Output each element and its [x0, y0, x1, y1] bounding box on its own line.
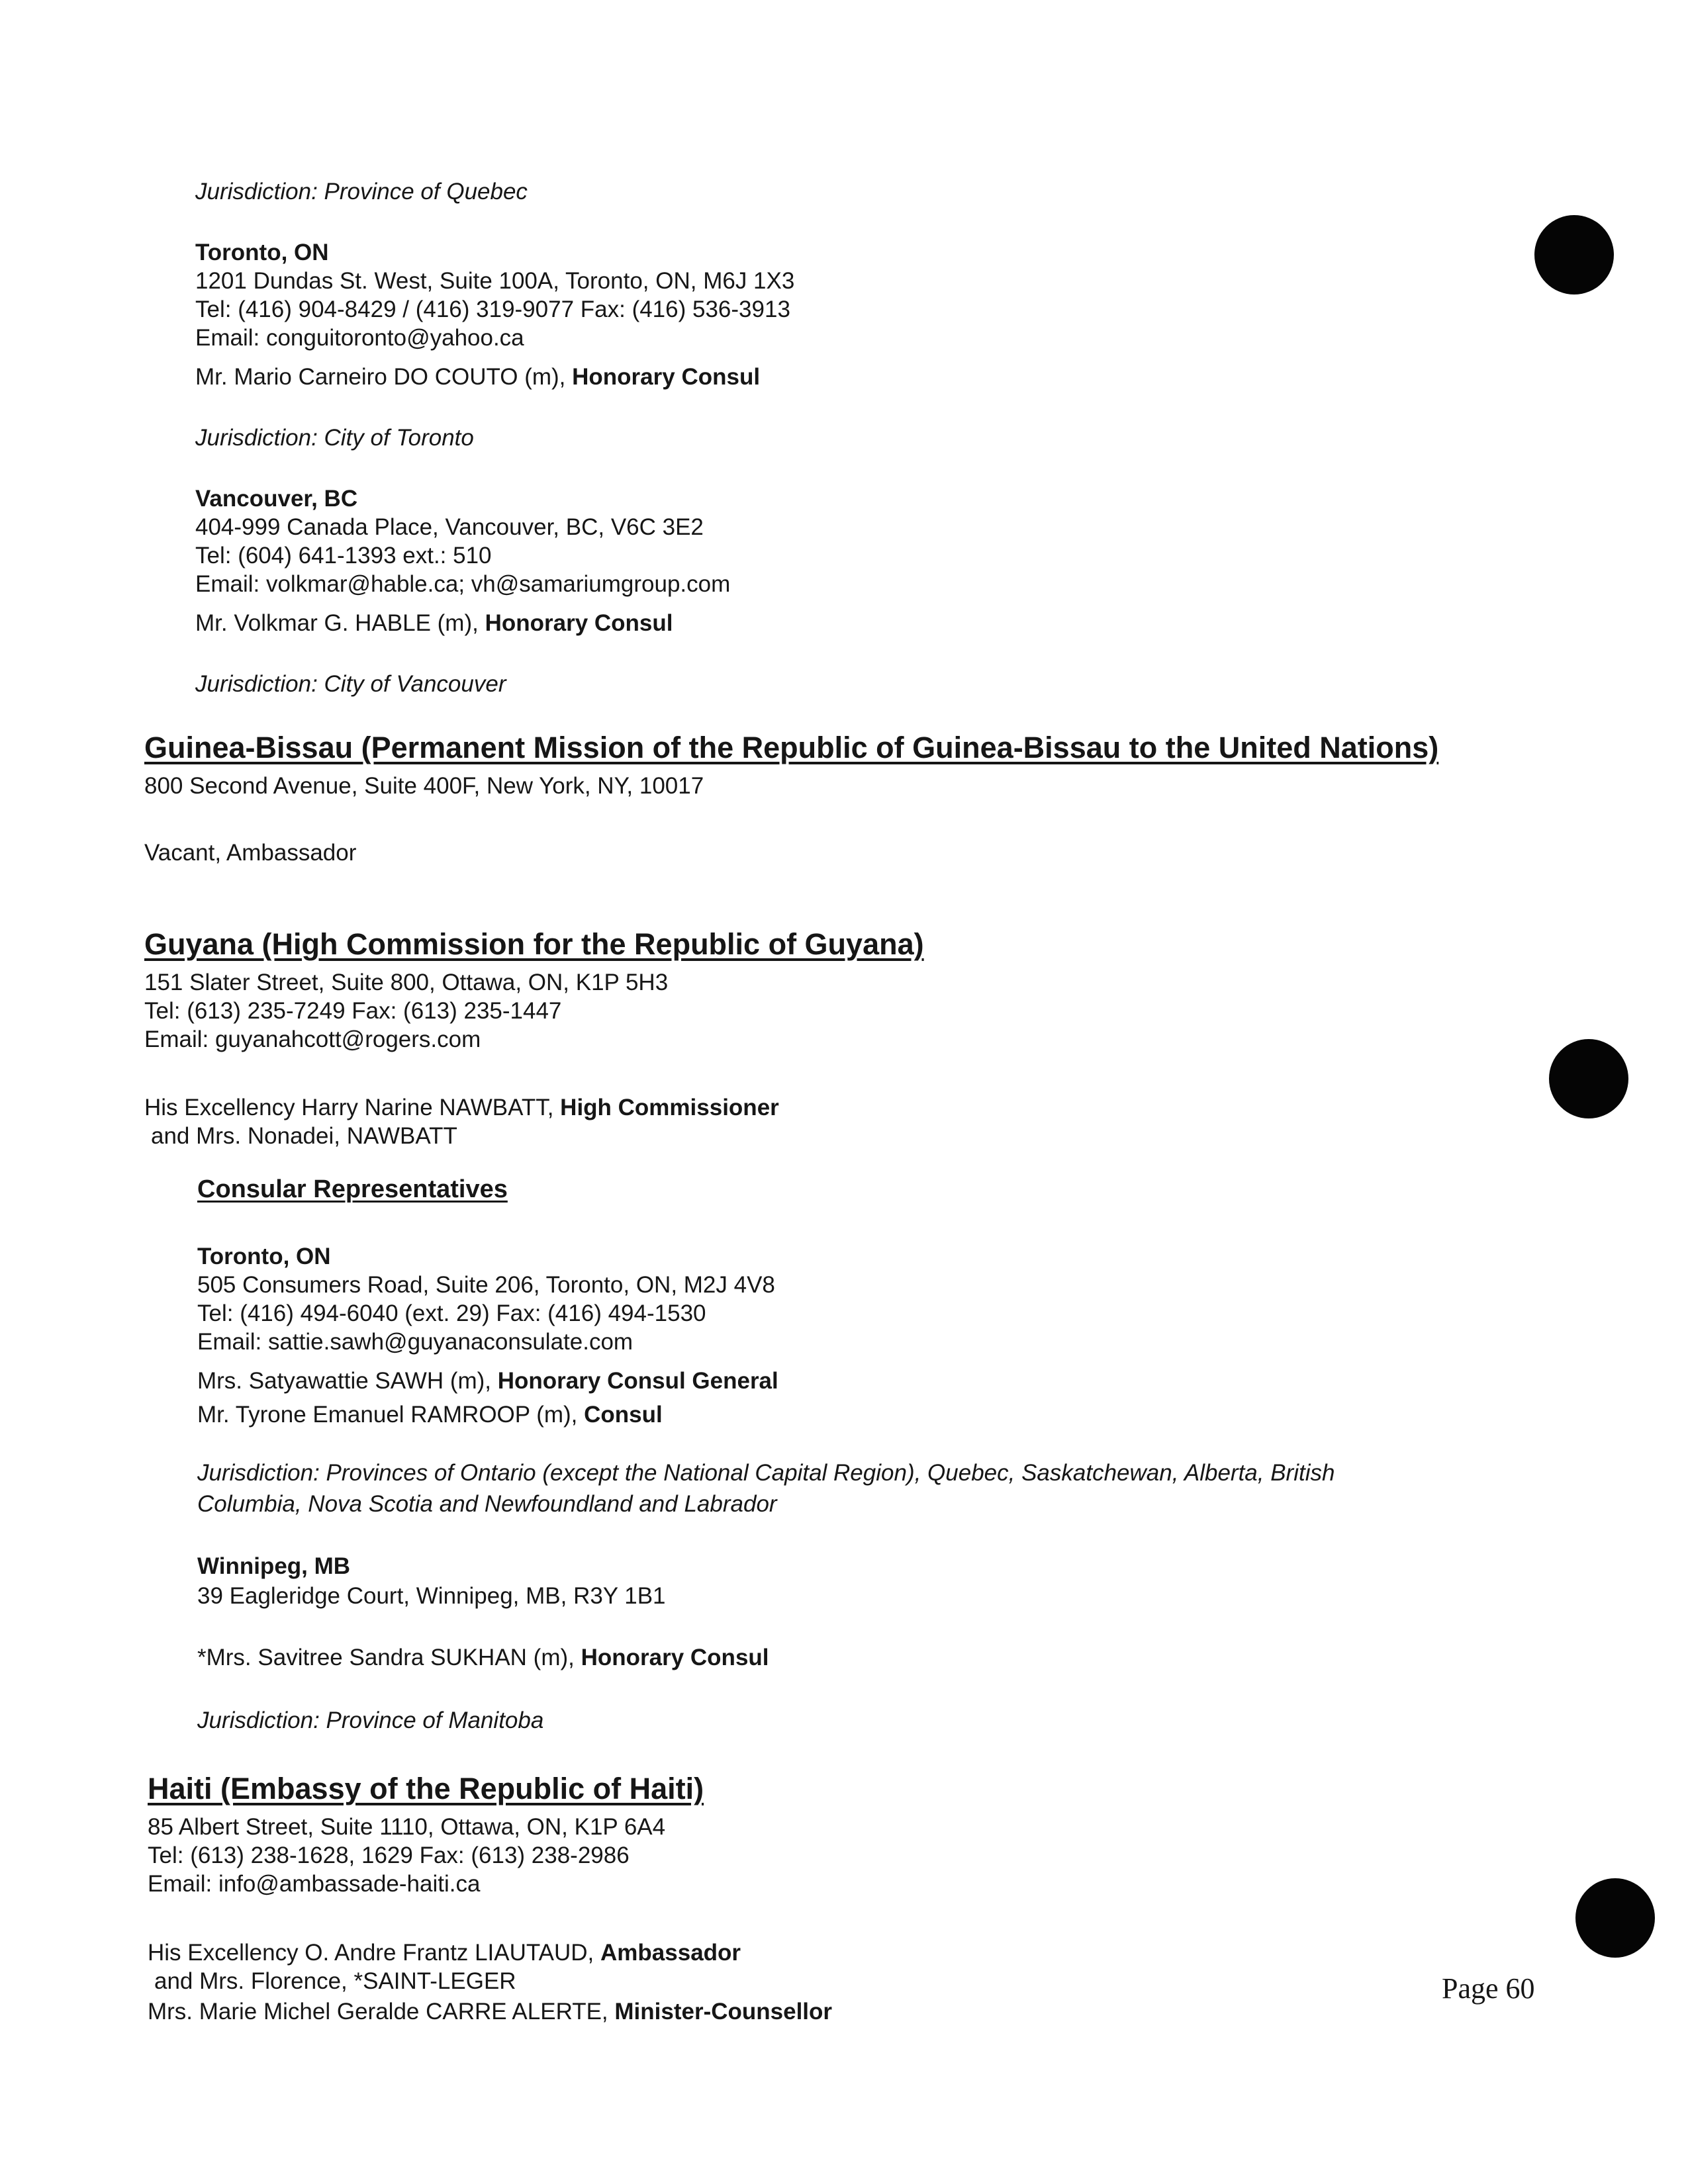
person-role: Consul: [584, 1402, 663, 1428]
person-role: Ambassador: [600, 1940, 741, 1966]
jurisdiction-value: Province of Manitoba: [326, 1707, 544, 1733]
guinea-vancouver-address: 404-999 Canada Place, Vancouver, BC, V6C 3E2: [195, 514, 704, 540]
jurisdiction-value: City of Toronto: [324, 425, 474, 451]
guyana-toronto-address: 505 Consumers Road, Suite 206, Toronto, ON, M2J 4V8: [197, 1272, 775, 1298]
guyana-winnipeg-address: 39 Eagleridge Court, Winnipeg, MB, R3Y 1B1: [197, 1583, 666, 1609]
guyana-toronto-consul-general: [197, 1367, 778, 1395]
guinea-bissau-heading: Guinea-Bissau (Permanent Mission of the Republic of Guinea-Bissau to the United Nations): [144, 731, 1439, 764]
person-role: Minister-Counsellor: [614, 1999, 833, 2025]
haiti-spouse: and Mrs. Florence, *SAINT-LEGER: [154, 1968, 516, 1994]
person-name: Mr. Mario Carneiro DO COUTO (m),: [195, 364, 573, 390]
person-name: His Excellency O. Andre Frantz LIAUTAUD,: [148, 1940, 601, 1966]
guyana-toronto-jurisdiction-line2: Columbia, Nova Scotia and Newfoundland and Labrador: [197, 1491, 777, 1517]
guyana-toronto-city: Toronto, ON: [197, 1244, 331, 1269]
guinea-bissau-address: 800 Second Avenue, Suite 400F, New York, NY, 10017: [144, 773, 704, 799]
guyana-toronto-tel: Tel: (416) 494-6040 (ext. 29) Fax: (416) 494-1530: [197, 1300, 706, 1326]
guinea-toronto-address: 1201 Dundas St. West, Suite 100A, Toronto, ON, M6J 1X3: [195, 268, 795, 294]
haiti-minister-counsellor: [148, 1997, 832, 2026]
guyana-address: 151 Slater Street, Suite 800, Ottawa, ON, K1P 5H3: [144, 970, 669, 995]
haiti-address: 85 Albert Street, Suite 1110, Ottawa, ON, K1P 6A4: [148, 1814, 666, 1840]
jurisdiction-label: Jurisdiction:: [195, 671, 318, 697]
person-name: Mr. Tyrone Emanuel RAMROOP (m),: [197, 1402, 585, 1428]
person-name: Mrs. Marie Michel Geralde CARRE ALERTE,: [148, 1999, 615, 2025]
guinea-vancouver-tel: Tel: (604) 641-1393 ext.: 510: [195, 543, 492, 569]
person-name: *Mrs. Savitree Sandra SUKHAN (m),: [197, 1645, 581, 1670]
person-role: Honorary Consul: [572, 364, 761, 390]
person-role: Honorary Consul: [485, 610, 673, 636]
guyana-winnipeg-city: Winnipeg, MB: [197, 1553, 351, 1579]
guinea-bissau-ambassador: Vacant, Ambassador: [144, 840, 357, 866]
person-name: Mrs. Satyawattie SAWH (m),: [197, 1368, 498, 1394]
person-role: High Commissioner: [560, 1095, 779, 1120]
guyana-toronto-jurisdiction-line1: [197, 1459, 1335, 1487]
haiti-heading: Haiti (Embassy of the Republic of Haiti): [148, 1772, 704, 1805]
guinea-toronto-jurisdiction: [195, 424, 474, 452]
guyana-consular-heading: Consular Representatives: [197, 1175, 508, 1203]
guinea-vancouver-jurisdiction: [195, 670, 506, 698]
guyana-tel: Tel: (613) 235-7249 Fax: (613) 235-1447: [144, 998, 562, 1024]
guyana-high-commissioner: [144, 1093, 779, 1122]
punch-hole-top: [1534, 215, 1614, 295]
jurisdiction-label: Jurisdiction:: [197, 1707, 320, 1733]
punch-hole-middle: [1549, 1039, 1628, 1118]
guinea-toronto-city: Toronto, ON: [195, 240, 329, 265]
guinea-vancouver-email: Email: volkmar@hable.ca; vh@samariumgroup.com: [195, 571, 731, 597]
guinea-toronto-email: Email: conguitoronto@yahoo.ca: [195, 325, 524, 351]
person-role: Honorary Consul General: [497, 1368, 778, 1394]
guinea-toronto-tel: Tel: (416) 904-8429 / (416) 319-9077 Fax: (416) 536-3913: [195, 296, 790, 322]
punch-hole-bottom: [1575, 1878, 1655, 1958]
guyana-winnipeg-jurisdiction: [197, 1706, 543, 1735]
jurisdiction-label: Jurisdiction:: [197, 1460, 320, 1486]
haiti-tel: Tel: (613) 238-1628, 1629 Fax: (613) 238-2986: [148, 1843, 630, 1868]
guyana-heading: Guyana (High Commission for the Republic of Guyana): [144, 927, 924, 961]
page-number: Page 60: [1442, 1972, 1535, 2005]
jurisdiction-label: Jurisdiction:: [195, 179, 318, 205]
guyana-toronto-consul: [197, 1400, 663, 1429]
guyana-email: Email: guyanahcott@rogers.com: [144, 1026, 481, 1052]
jurisdiction-quebec: [195, 177, 528, 206]
haiti-email: Email: info@ambassade-haiti.ca: [148, 1871, 481, 1897]
haiti-ambassador: [148, 1938, 741, 1967]
jurisdiction-value: Province of Quebec: [324, 179, 528, 205]
guyana-winnipeg-consul: [197, 1643, 769, 1672]
jurisdiction-label: Jurisdiction:: [195, 425, 318, 451]
jurisdiction-value: City of Vancouver: [324, 671, 506, 697]
jurisdiction-value: Provinces of Ontario (except the National Capital Region), Quebec, Saskatchewan, Alberta, British: [326, 1460, 1335, 1486]
guinea-vancouver-city: Vancouver, BC: [195, 486, 358, 512]
person-name: Mr. Volkmar G. HABLE (m),: [195, 610, 485, 636]
guinea-toronto-consul: [195, 363, 760, 391]
person-name: His Excellency Harry Narine NAWBATT,: [144, 1095, 561, 1120]
guinea-vancouver-consul: [195, 609, 673, 637]
person-role: Honorary Consul: [581, 1645, 769, 1670]
guyana-toronto-email: Email: sattie.sawh@guyanaconsulate.com: [197, 1329, 633, 1355]
guyana-spouse: and Mrs. Nonadei, NAWBATT: [151, 1123, 457, 1149]
